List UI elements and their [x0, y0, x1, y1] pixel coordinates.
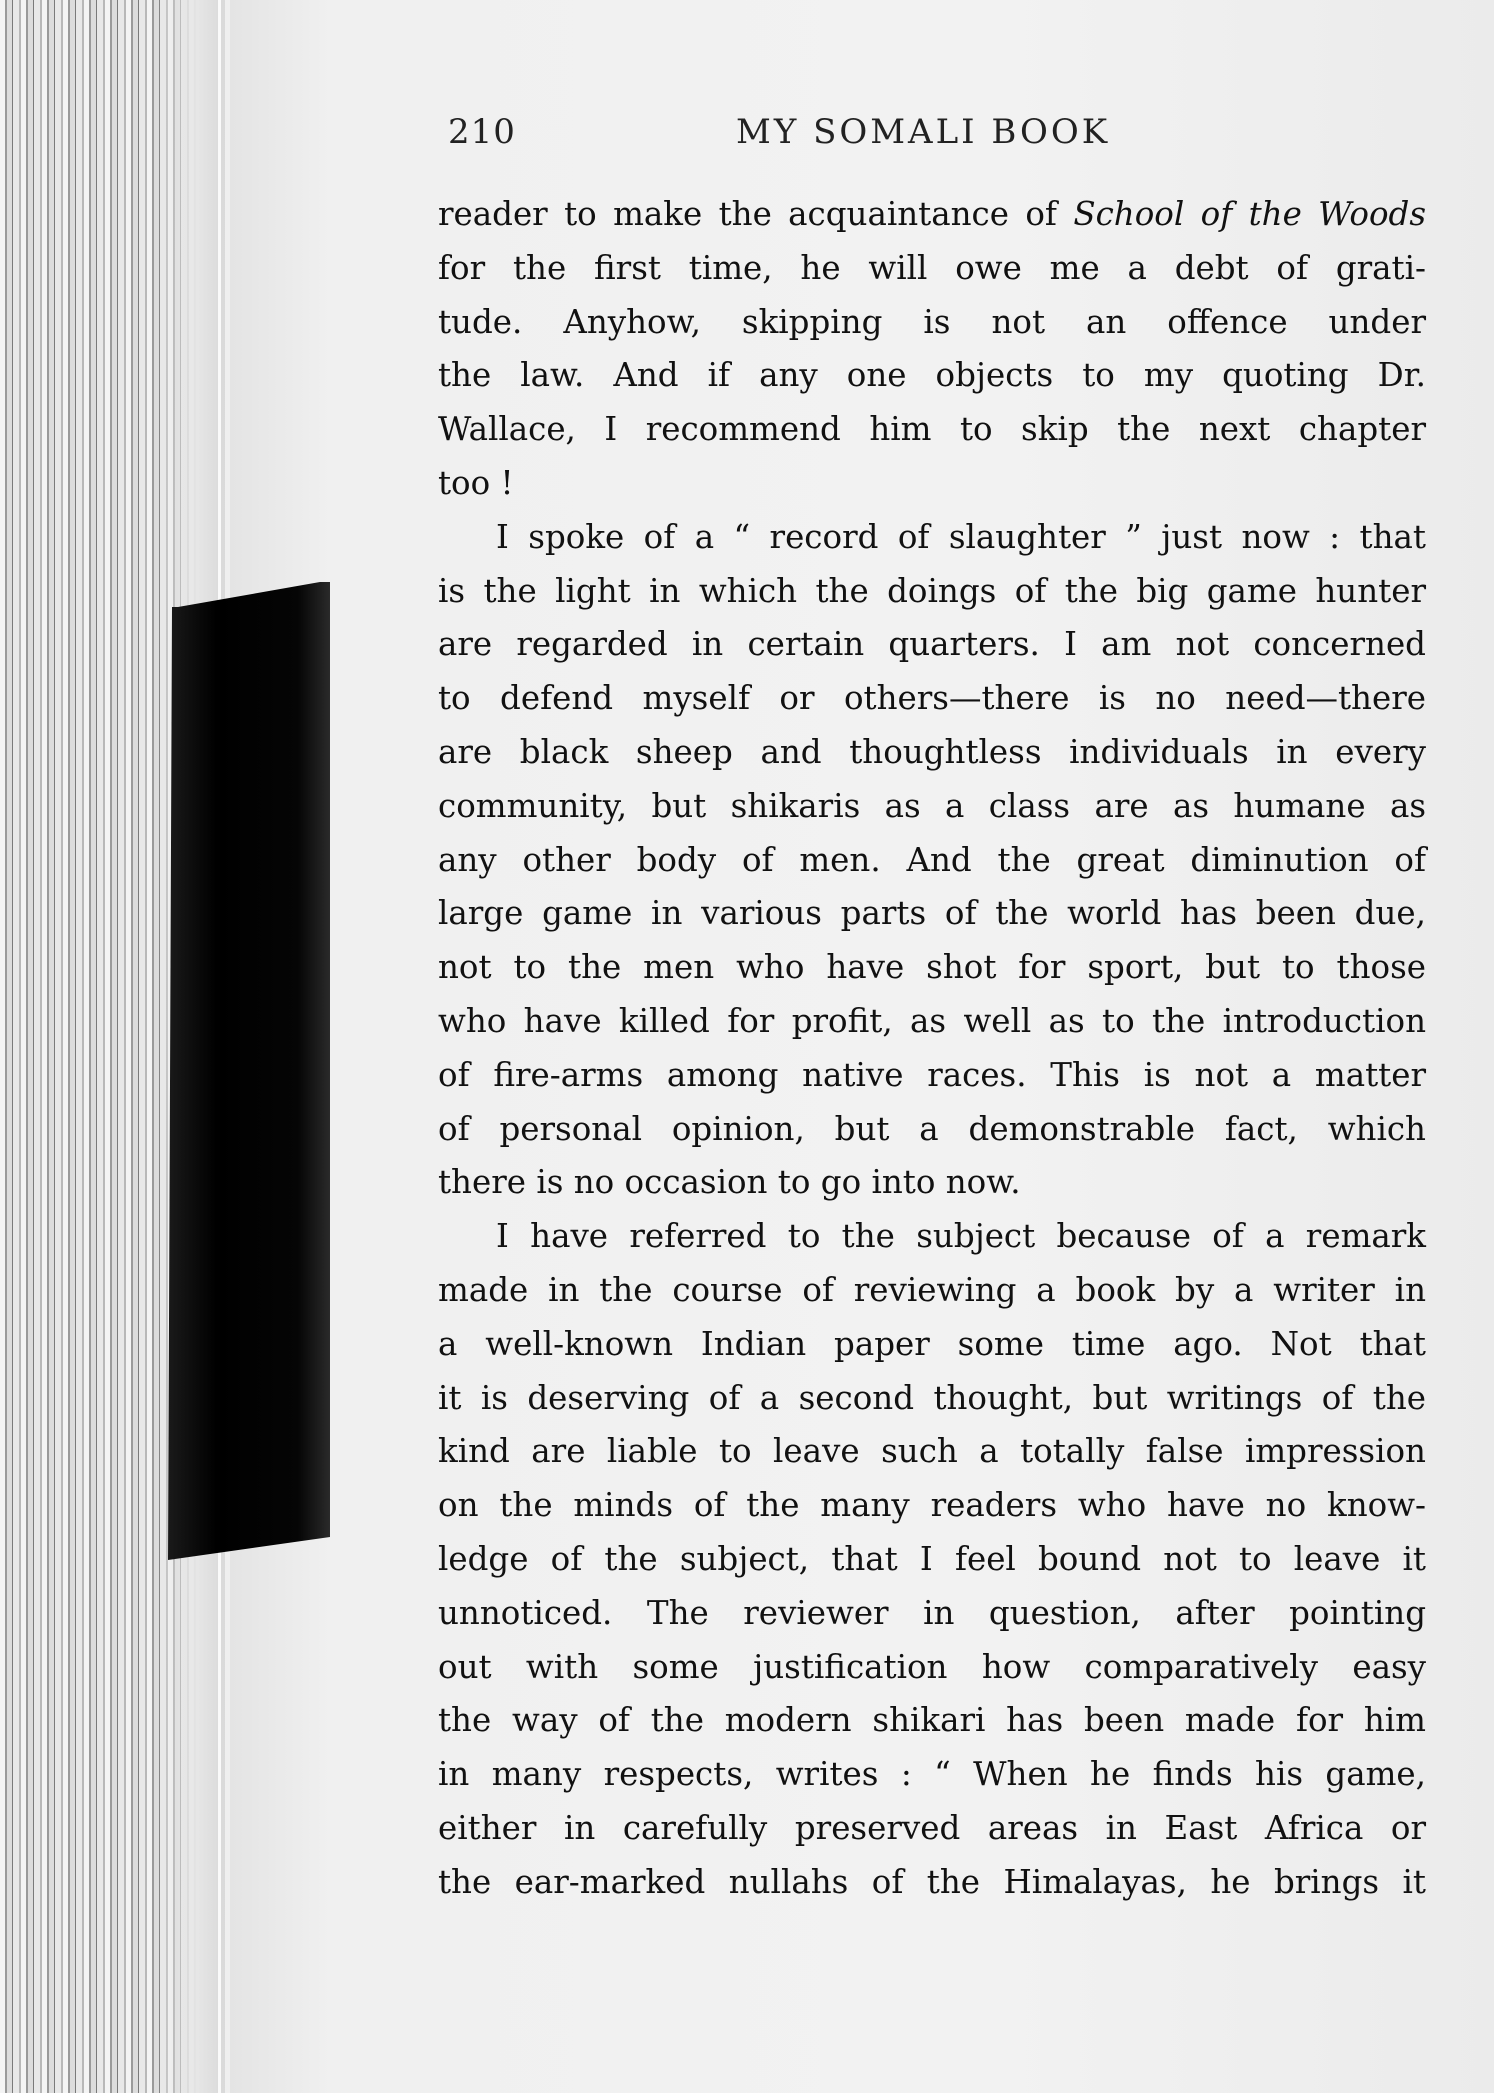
- text-line: the way of the modern shikari has been made for him: [438, 1701, 1426, 1740]
- text-line: is the light in which the doings of the big game hunter: [438, 571, 1426, 610]
- text-line: kind are liable to leave such a totally false impression: [438, 1432, 1426, 1471]
- text-line: a well-known Indian paper some time ago. Not that: [438, 1324, 1426, 1363]
- text-line: the ear-marked nullahs of the Himalayas, he brings it: [438, 1862, 1426, 1901]
- text-line: unnoticed. The reviewer in question, after pointing: [438, 1593, 1426, 1632]
- book-title: MY SOMALI BOOK: [736, 112, 1111, 152]
- text-line: are regarded in certain quarters. I am not concerned: [438, 625, 1426, 664]
- text-line: the law. And if any one objects to my quoting Dr.: [438, 356, 1426, 395]
- text-line: it is deserving of a second thought, but writings of the: [438, 1378, 1426, 1417]
- text-line: who have killed for profit, as well as to the introduction: [438, 1001, 1426, 1040]
- text-line: to defend myself or others—there is no need—there: [438, 679, 1426, 718]
- italic-book-title: School of the Woods: [1073, 195, 1426, 233]
- text-line: either in carefully preserved areas in East Africa or: [438, 1808, 1426, 1847]
- ribbon-bookmark: [168, 582, 330, 1560]
- text-line: too !: [438, 463, 514, 502]
- text-line: ledge of the subject, that I feel bound not to leave it: [438, 1539, 1426, 1578]
- text-line: are black sheep and thoughtless individuals in every: [438, 732, 1426, 771]
- text-line: not to the men who have shot for sport, but to those: [438, 948, 1426, 987]
- text-line: Wallace, I recommend him to skip the next chapter: [438, 410, 1426, 449]
- text-line: of fire-arms among native races. This is not a matter: [438, 1055, 1426, 1094]
- text-line: for the first time, he will owe me a debt of grati-: [438, 248, 1426, 287]
- running-head: [448, 112, 1138, 168]
- text-line: made in the course of reviewing a book by a writer in: [438, 1270, 1426, 1309]
- text-line: there is no occasion to go into now.: [438, 1163, 1021, 1202]
- paragraph-start: I have referred to the subject because of a remark: [496, 1217, 1426, 1256]
- text-line: large game in various parts of the world has been due,: [438, 894, 1426, 933]
- page-number: 210: [448, 112, 516, 152]
- text-line: on the minds of the many readers who have no know-: [438, 1486, 1426, 1525]
- text-line: in many respects, writes : “ When he finds his game,: [438, 1755, 1426, 1794]
- body-text: [438, 188, 1426, 1910]
- text-line: tude. Anyhow, skipping is not an offence under: [438, 302, 1426, 341]
- paragraph-start: I spoke of a “ record of slaughter ” just now : that: [496, 517, 1426, 556]
- text-line: reader to make the acquaintance of School of the Woods: [438, 195, 1426, 233]
- text-line: community, but shikaris as a class are as humane as: [438, 786, 1426, 825]
- text-line: out with some justification how comparatively easy: [438, 1647, 1426, 1686]
- text-line: any other body of men. And the great diminution of: [438, 840, 1426, 879]
- text-line: of personal opinion, but a demonstrable fact, which: [438, 1109, 1426, 1148]
